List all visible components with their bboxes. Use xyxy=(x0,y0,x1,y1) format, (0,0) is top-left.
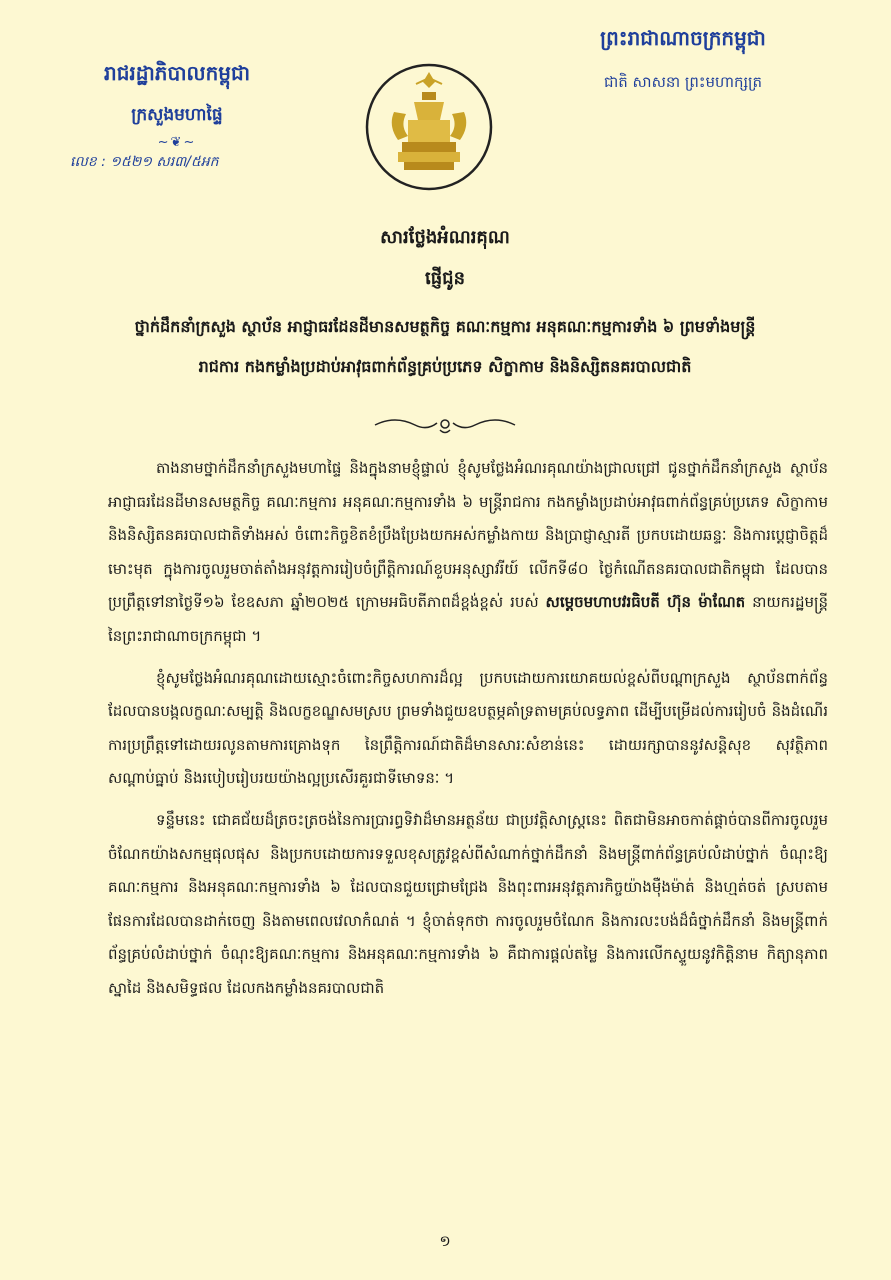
paragraph-3: ទន្ទឹមនេះ ជោគជ័យដ៏ត្រចះត្រចង់នៃការប្រារព្ធទិវាដ៏មានអត្ថន័យ ជាប្រវត្តិសាស្ត្រនេះ ពិតជាមិនអាចកាត់ផ្តាច់បានពីការចូលរួមចំណែកយ៉ាងសកម្មផុលផុស និងប្រកបដោយការទទួលខុសត្រូវខ្ពស់ពីសំណាក់ថ្នាក់ដឹកនាំ និងមន្ត្រីពាក់ព័ន្ធគ្រប់លំដាប់ថ្នាក់ ចំណុះឱ្យគណៈកម្មការ និងអនុគណៈកម្មការទាំង ៦ ដែលបានជួយជ្រោមជ្រែង និងពុះពារអនុវត្តភារកិច្ចយ៉ាងម៉ឺងម៉ាត់ និងហ្មត់ចត់ ស្របតាមផែនការដែលបានដាក់ចេញ និងតាមពេលវេលាកំណត់ ។ ខ្ញុំចាត់ទុកថា ការចូលរួមចំណែក និងការលះបង់ដ៏ធំថ្នាក់ដឹកនាំ និងមន្ត្រីពាក់ព័ន្ធគ្រប់លំដាប់ថ្នាក់ ចំណុះឱ្យគណៈកម្មការ និងអនុគណៈកម្មការទាំង ៦ គឺជាការផ្តល់តម្លៃ និងការលើកស្ទួយនូវកិត្តិនាម កិត្យានុភាព ស្នាដៃ និងសមិទ្ធផល ដែលកងកម្លាំងនគរបាលជាតិ xyxy=(108,810,828,997)
page-number: ១ xyxy=(439,1232,451,1250)
reference-number: លេខ : ១៥២១ សរ៣/៥អក xyxy=(70,154,219,170)
government-name: រាជរដ្ឋាភិបាលកម្ពុជា xyxy=(104,61,250,85)
ornament-icon: ~❦~ xyxy=(157,135,197,150)
title-block xyxy=(130,225,760,387)
document-recipients: ថ្នាក់ដឹកនាំក្រសួង ស្ថាប័ន អាជ្ញាធរដែនដីមានសមត្ថកិច្ច គណៈកម្មការ អនុគណៈកម្មការទាំង ៦ ព្រមទាំងមន្ត្រីរាជការ កងកម្លាំងប្រដាប់អាវុធពាក់ព័ន្ធគ្រប់ប្រភេទ សិក្ខាកាម និងនិស្សិតនគរបាលជាតិ xyxy=(134,317,756,376)
header-right xyxy=(548,25,818,95)
paragraph-1 xyxy=(108,452,828,654)
ministry-name: ក្រសួងមហាផ្ទៃ xyxy=(131,105,223,125)
ornament-divider-icon xyxy=(370,414,520,436)
paragraph-1-text: តាងនាមថ្នាក់ដឹកនាំក្រសួងមហាផ្ទៃ និងក្នុងនាមខ្ញុំផ្ទាល់ ខ្ញុំសូមថ្លែងអំណរគុណយ៉ាងជ្រាលជ្រៅ ជូនថ្នាក់ដឹកនាំក្រសួង ស្ថាប័ន អាជ្ញាធរដែនដីមានសមត្ថកិច្ច គណៈកម្មការ អនុគណៈកម្មការទាំង ៦ មន្ត្រីរាជការ កងកម្លាំងប្រដាប់អាវុធពាក់ព័ន្ធគ្រប់ប្រភេទ សិក្ខាកាម និងនិស្សិតនគរបាលជាតិទាំងអស់ ចំពោះកិច្ចខិតខំប្រឹងប្រែងយកអស់កម្លាំងកាយ និងប្រាជ្ញាស្មារតី ប្រកបដោយឆន្ទៈ និងការប្តេជ្ញាចិត្តដ៏មោះមុត ក្នុងការចូលរួមចាត់តាំងអនុវត្តការរៀបចំព្រឹត្តិការណ៍ខួបអនុស្សាវរីយ៍ លើកទី៨០ ថ្ងៃកំណើតនគរបាលជាតិកម្ពុជា ដែលបានប្រព្រឹត្តទៅនាថ្ងៃទី១៦ ខែឧសភា ឆ្នាំ២០២៥ ក្រោមអធិបតីភាពដ៏ខ្ពង់ខ្ពស់ របស់ xyxy=(108,459,828,612)
kingdom-name: ព្រះរាជាណាចក្រកម្ពុជា xyxy=(600,26,766,50)
paragraph-1-end: នាយករដ្ឋមន្ត្រី នៃព្រះរាជាណាចក្រកម្ពុជា ។ xyxy=(108,593,828,645)
document-title: សារថ្លែងអំណរគុណ xyxy=(380,227,510,248)
paragraph-2: ខ្ញុំសូមថ្លែងអំណរគុណដោយស្មោះចំពោះកិច្ចសហការដ៏ល្អ ប្រកបដោយការយោគយល់ខ្ពស់ពីបណ្តាក្រសួង ស្ថាប័នពាក់ព័ន្ធ ដែលបានបង្កលក្ខណៈសម្បត្តិ និងលក្ខខណ្ឌសមស្រប ព្រមទាំងជួយឧបត្ថម្ភគាំទ្រតាមគ្រប់លទ្ធភាព ដើម្បីបម្រើដល់ការរៀបចំ និងដំណើរការប្រព្រឹត្តទៅដោយរលូនតាមការគ្រោងទុក នៃព្រឹត្តិការណ៍ជាតិដ៏មានសារៈសំខាន់នេះ ដោយរក្សាបាននូវសន្តិសុខ សុវត្ថិភាព សណ្តាប់ធ្នាប់ និងរបៀបរៀបរយយ៉ាងល្អប្រសើរគួរជាទីមោទនៈ ។ xyxy=(108,668,828,788)
body-text xyxy=(108,452,828,1014)
royal-emblem-icon xyxy=(364,62,494,192)
prime-minister-name: សម្តេចមហាបវរធិបតី ហ៊ុន ម៉ាណែត xyxy=(545,593,746,612)
header-left xyxy=(62,60,292,173)
national-motto: ជាតិ សាសនា ព្រះមហាក្សត្រ xyxy=(603,73,763,91)
document-subtitle: ផ្ញើជូន xyxy=(425,268,465,289)
